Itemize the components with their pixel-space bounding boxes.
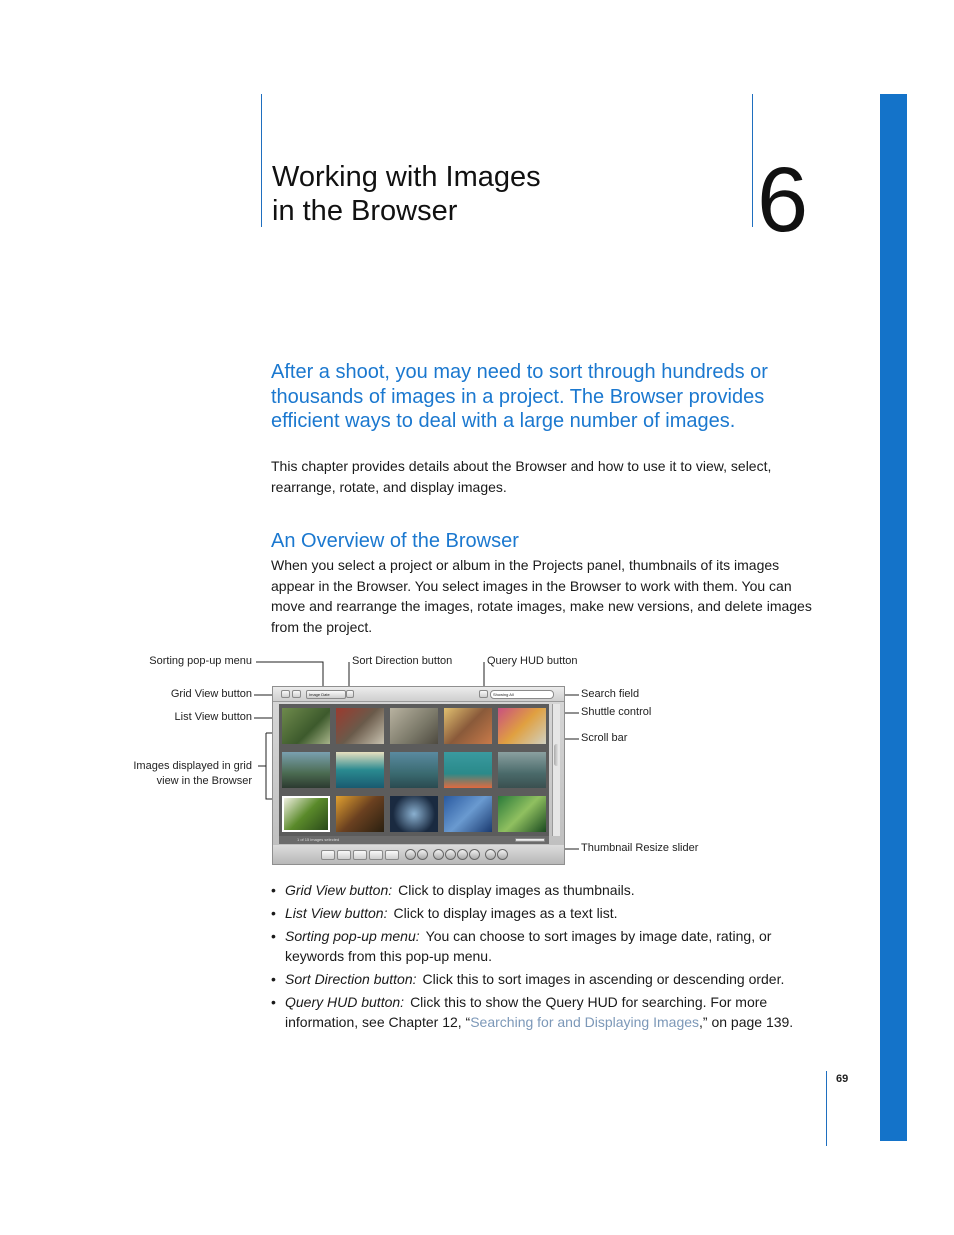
thumbnail-grid xyxy=(279,704,549,836)
scroll-bar[interactable] xyxy=(552,704,560,836)
bullet-term: Query HUD button: xyxy=(285,994,405,1010)
toolbar-button-5[interactable] xyxy=(385,850,399,860)
bullet-text: Click to display images as thumbnails. xyxy=(398,882,635,898)
callout-images-grid-line2: view in the Browser xyxy=(156,775,252,787)
toolbar-button-4[interactable] xyxy=(369,850,383,860)
browser-status-bar xyxy=(279,836,549,844)
callout-search-field: Search field xyxy=(581,688,640,700)
bullet-term: Grid View button: xyxy=(285,882,393,898)
browser-window-screenshot xyxy=(272,686,565,865)
bullet-text: Click to display images as a text list. xyxy=(393,905,618,921)
browser-toolbar xyxy=(273,687,564,702)
tool-button-4[interactable] xyxy=(469,849,480,860)
tool-button-2[interactable] xyxy=(445,849,456,860)
chapter-number: 6 xyxy=(757,149,809,251)
thumbnail-3[interactable] xyxy=(390,708,438,744)
callout-scroll-bar: Scroll bar xyxy=(581,732,628,744)
toolbar-button-2[interactable] xyxy=(337,850,351,860)
thumbnail-8[interactable] xyxy=(390,752,438,788)
bullet-term: Sorting pop-up menu: xyxy=(285,928,420,944)
toolbar-button-1[interactable] xyxy=(321,850,335,860)
bullet-text-after: ,” on page 139. xyxy=(699,1014,794,1030)
thumbnail-6[interactable] xyxy=(282,752,330,788)
chapter-12-link[interactable]: Searching for and Displaying Images xyxy=(470,1014,700,1030)
sort-direction-button[interactable] xyxy=(346,690,354,698)
scroll-thumb[interactable] xyxy=(554,744,559,766)
grid-view-button[interactable] xyxy=(281,690,290,698)
body-paragraph-1: This chapter provides details about the Browser and how to use it to view, select, rearrange, rotate, and display images. xyxy=(271,458,772,495)
bullet-sort-direction: • Sort Direction button: Click this to sort images in ascending or descending order. xyxy=(271,971,785,987)
thumbnail-10[interactable] xyxy=(498,752,546,788)
query-hud-button[interactable] xyxy=(479,690,488,698)
bullet-text: Click this to sort images in ascending or descending order. xyxy=(422,971,785,987)
rotate-right-button[interactable] xyxy=(417,849,428,860)
thumbnail-4[interactable] xyxy=(444,708,492,744)
thumbnail-15[interactable] xyxy=(498,796,546,832)
browser-control-bar xyxy=(273,845,564,864)
thumbnail-13[interactable] xyxy=(390,796,438,832)
chapter-title-line1: Working with Images xyxy=(272,161,541,193)
callout-list-view: List View button xyxy=(174,711,252,723)
bullet-sorting-popup: • Sorting pop-up menu: You can choose to sort images by image date, rating, or keywords from this pop-up menu. xyxy=(271,928,772,964)
sorting-popup-menu[interactable]: Image Date xyxy=(306,690,346,699)
bullet-term: List View button: xyxy=(285,905,388,921)
bullet-text: Click this to show the Query HUD for searching. For more information, see Chapter 12, “ xyxy=(285,994,768,1030)
thumbnail-resize-slider[interactable] xyxy=(515,838,545,842)
tool-button-3[interactable] xyxy=(457,849,468,860)
thumbnail-5[interactable] xyxy=(498,708,546,744)
thumbnail-7[interactable] xyxy=(336,752,384,788)
callout-sorting-popup: Sorting pop-up menu xyxy=(149,655,252,667)
page-number-rule xyxy=(826,1071,827,1146)
callout-thumbnail-resize: Thumbnail Resize slider xyxy=(581,842,699,854)
toolbar-button-3[interactable] xyxy=(353,850,367,860)
nav-forward-button[interactable] xyxy=(497,849,508,860)
section-paragraph: When you select a project or album in the Projects panel, thumbnails of its images appear in the Browser. You select images in the Browser to work with them. You can move and rearrange the images, rotate images, make new versions, and delete images from the project. xyxy=(271,557,812,635)
bullet-term: Sort Direction button: xyxy=(285,971,417,987)
thumbnail-12[interactable] xyxy=(336,796,384,832)
selection-status: 1 of 15 images selected xyxy=(297,837,340,842)
bullet-list xyxy=(271,880,831,1035)
search-field[interactable]: Showing All xyxy=(490,690,554,699)
thumbnail-14[interactable] xyxy=(444,796,492,832)
callout-query-hud: Query HUD button xyxy=(487,655,578,667)
callout-shuttle-control: Shuttle control xyxy=(581,706,652,718)
list-view-button[interactable] xyxy=(292,690,301,698)
bullet-grid-view: • Grid View button: Click to display images as thumbnails. xyxy=(271,882,635,898)
section-heading: An Overview of the Browser xyxy=(271,530,519,552)
thumbnail-1[interactable] xyxy=(282,708,330,744)
thumbnail-2[interactable] xyxy=(336,708,384,744)
chapter-title-line2: in the Browser xyxy=(272,195,458,227)
tool-button-1[interactable] xyxy=(433,849,444,860)
rotate-left-button[interactable] xyxy=(405,849,416,860)
callout-images-grid-line1: Images displayed in grid xyxy=(133,760,252,772)
nav-back-button[interactable] xyxy=(485,849,496,860)
callout-sort-direction: Sort Direction button xyxy=(352,655,453,667)
bullet-query-hud: • Query HUD button: Click this to show the Query HUD for searching. For more information, see Chapter 12, “Searching for and Displaying Images,” on page 139. xyxy=(271,994,794,1030)
intro-paragraph: After a shoot, you may need to sort through hundreds or thousands of images in a project. The Browser provides efficient ways to deal with a large number of images. xyxy=(271,361,768,432)
callout-grid-view: Grid View button xyxy=(170,688,252,700)
bullet-list-view: • List View button: Click to display images as a text list. xyxy=(271,905,618,921)
callout-images-grid xyxy=(120,759,252,789)
page-number: 69 xyxy=(836,1073,849,1085)
thumbnail-11-selected[interactable] xyxy=(282,796,330,832)
bullet-text: You can choose to sort images by image date, rating, or keywords from this pop-up menu. xyxy=(285,928,772,964)
thumbnail-9[interactable] xyxy=(444,752,492,788)
